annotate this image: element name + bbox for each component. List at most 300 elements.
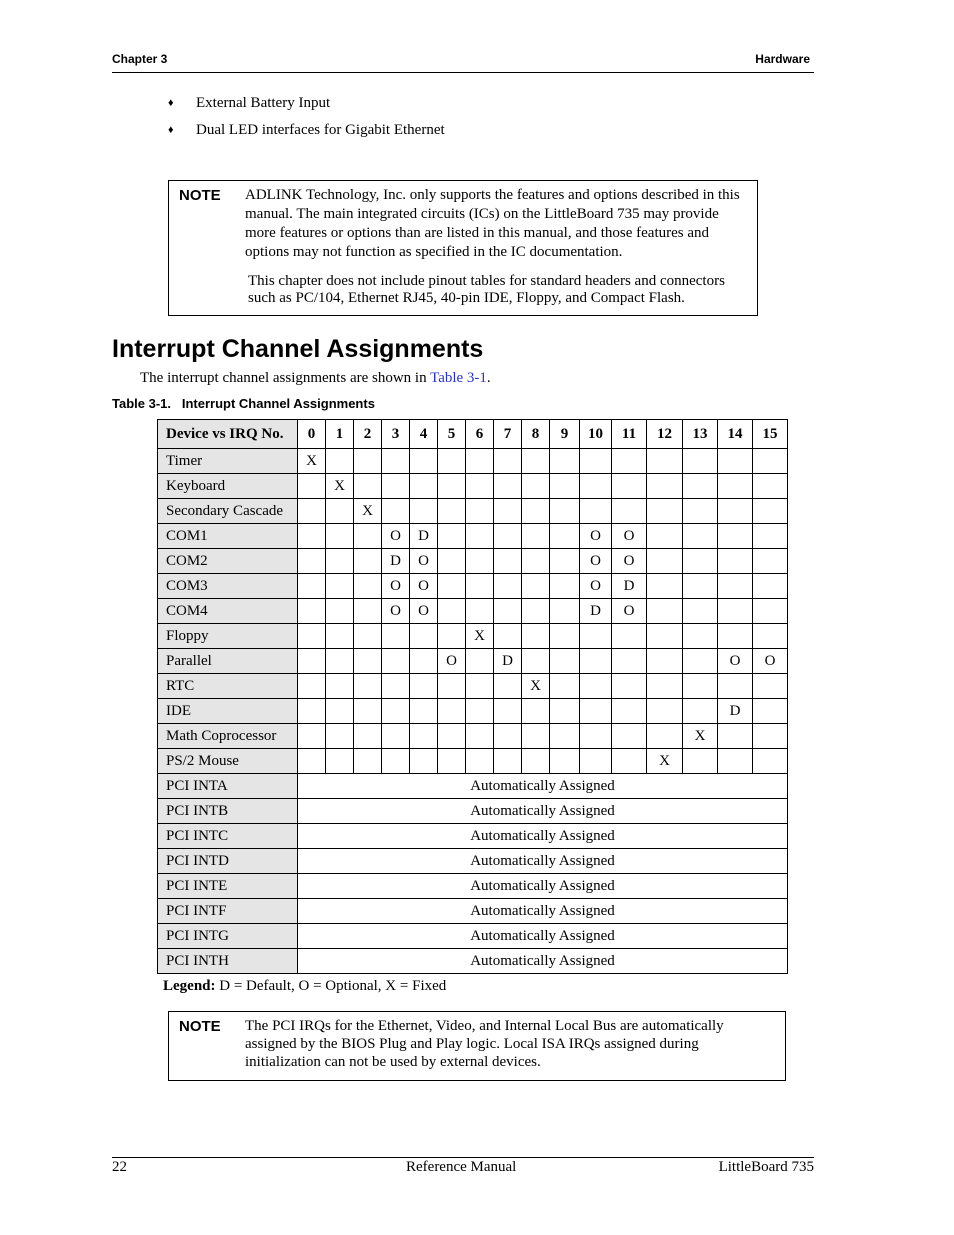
irq-cell [438,474,466,499]
irq-cell [522,449,550,474]
column-header: 11 [612,420,647,449]
irq-cell [683,574,718,599]
irq-cell: O [410,574,438,599]
header-section: Hardware [755,52,810,66]
legend [163,978,446,995]
irq-cell: X [522,674,550,699]
table-row [158,574,788,599]
irq-cell [580,674,612,699]
irq-cell [753,499,788,524]
column-header: 1 [326,420,354,449]
table-caption: Table 3-1. Interrupt Channel Assignments [112,396,375,411]
irq-cell [522,699,550,724]
irq-cell [683,624,718,649]
irq-cell [494,724,522,749]
irq-cell [580,624,612,649]
column-header: 13 [683,420,718,449]
irq-cell: O [382,524,410,549]
irq-cell [612,499,647,524]
irq-cell [550,624,580,649]
table-header-row [158,420,788,449]
irq-cell [466,549,494,574]
irq-cell [683,599,718,624]
footer-title: Reference Manual [406,1159,517,1175]
irq-cell: O [382,574,410,599]
table-row [158,649,788,674]
irq-cell [718,549,753,574]
intro-text-before: The interrupt channel assignments are shown in [140,370,431,386]
irq-cell [298,624,326,649]
irq-cell [382,749,410,774]
irq-cell [683,499,718,524]
irq-cell [683,699,718,724]
irq-cell [438,699,466,724]
table-row [158,524,788,549]
irq-cell [494,449,522,474]
irq-cell [382,724,410,749]
irq-cell [438,549,466,574]
note-paragraph: This chapter does not include pinout tables for standard headers and connectors such as PC/104, Ethernet RJ45, 40-pin IDE, Floppy, and Compact Flash. [248,273,725,306]
irq-cell [382,449,410,474]
irq-cell [718,724,753,749]
irq-table [157,419,788,974]
irq-cell [647,649,683,674]
table-row [158,724,788,749]
irq-cell: O [753,649,788,674]
note-box [168,180,758,316]
irq-cell [354,524,382,549]
auto-assigned-cell: Automatically Assigned [298,924,788,949]
column-header: 6 [466,420,494,449]
irq-cell [354,674,382,699]
irq-cell [647,599,683,624]
irq-cell [580,474,612,499]
irq-cell: X [466,624,494,649]
irq-cell: O [580,524,612,549]
footer-rule [112,1157,814,1158]
diamond-bullet-icon: ♦ [168,97,174,109]
device-name-cell: PCI INTE [158,874,298,899]
irq-cell [326,524,354,549]
column-header: 12 [647,420,683,449]
irq-cell [718,524,753,549]
irq-cell [612,699,647,724]
irq-cell [410,624,438,649]
irq-cell [753,624,788,649]
device-name-cell: Floppy [158,624,298,649]
irq-cell [354,724,382,749]
irq-cell [753,599,788,624]
device-name-cell: Secondary Cascade [158,499,298,524]
irq-cell: X [326,474,354,499]
irq-cell [382,624,410,649]
irq-cell [522,524,550,549]
irq-cell [382,499,410,524]
device-name-cell: Timer [158,449,298,474]
irq-cell [438,574,466,599]
table-row [158,749,788,774]
column-header: 2 [354,420,382,449]
column-header: 15 [753,420,788,449]
table-row [158,799,788,824]
irq-cell [753,574,788,599]
column-header: 9 [550,420,580,449]
irq-cell: O [382,599,410,624]
bullet-item [168,122,445,139]
irq-cell [580,699,612,724]
irq-cell [753,749,788,774]
irq-cell [753,524,788,549]
irq-cell [718,674,753,699]
irq-cell [753,674,788,699]
irq-cell [466,524,494,549]
auto-assigned-cell: Automatically Assigned [298,874,788,899]
intro-text-after: . [486,370,491,386]
irq-cell [382,474,410,499]
device-name-cell: Keyboard [158,474,298,499]
irq-cell [354,624,382,649]
irq-cell [753,699,788,724]
irq-cell [354,699,382,724]
irq-cell: D [382,549,410,574]
table-row [158,774,788,799]
bullet-text: Dual LED interfaces for Gigabit Ethernet [196,122,445,138]
table-row [158,624,788,649]
device-name-cell: PCI INTA [158,774,298,799]
device-name-cell: PCI INTC [158,824,298,849]
irq-cell [326,574,354,599]
auto-assigned-cell: Automatically Assigned [298,799,788,824]
device-name-cell: PCI INTF [158,899,298,924]
irq-cell [647,449,683,474]
irq-cell [647,499,683,524]
irq-cell [647,524,683,549]
irq-cell [522,649,550,674]
irq-cell [612,749,647,774]
column-header: 3 [382,420,410,449]
irq-cell [718,474,753,499]
irq-cell [438,524,466,549]
irq-cell [410,474,438,499]
irq-cell [580,749,612,774]
irq-cell [612,624,647,649]
irq-cell [438,624,466,649]
irq-cell [438,674,466,699]
irq-cell [718,624,753,649]
table-row [158,549,788,574]
irq-cell [466,599,494,624]
irq-cell [718,749,753,774]
device-name-cell: IDE [158,699,298,724]
irq-cell [612,474,647,499]
device-name-cell: PCI INTB [158,799,298,824]
irq-cell: D [612,574,647,599]
irq-cell [522,749,550,774]
irq-cell: X [354,499,382,524]
irq-cell [298,574,326,599]
irq-cell [647,724,683,749]
legend-label: Legend: [163,978,216,994]
irq-cell [466,724,494,749]
irq-cell [298,549,326,574]
device-name-cell: PS/2 Mouse [158,749,298,774]
table-row [158,474,788,499]
irq-cell [466,474,494,499]
column-header: 14 [718,420,753,449]
irq-cell [298,649,326,674]
diamond-bullet-icon: ♦ [168,124,174,136]
irq-cell: D [580,599,612,624]
irq-cell [466,574,494,599]
irq-cell [466,499,494,524]
irq-cell [647,624,683,649]
irq-cell [683,549,718,574]
column-header: 0 [298,420,326,449]
legend-text: D = Default, O = Optional, X = Fixed [215,978,447,994]
device-name-cell: Parallel [158,649,298,674]
irq-cell [410,749,438,774]
irq-cell: O [612,524,647,549]
irq-cell [683,524,718,549]
irq-cell [647,574,683,599]
irq-cell [647,549,683,574]
irq-cell [438,749,466,774]
column-header: 7 [494,420,522,449]
irq-cell [466,674,494,699]
irq-cell: D [410,524,438,549]
irq-cell: D [718,699,753,724]
irq-cell [326,649,354,674]
page-number: 22 [112,1159,127,1175]
device-name-cell: COM3 [158,574,298,599]
auto-assigned-cell: Automatically Assigned [298,949,788,974]
irq-cell [326,699,354,724]
irq-cell [550,524,580,549]
irq-cell [580,724,612,749]
irq-cell [580,649,612,674]
irq-cell [550,699,580,724]
irq-cell [354,574,382,599]
irq-cell [298,699,326,724]
irq-cell [494,699,522,724]
irq-cell [550,474,580,499]
header-rule [112,72,814,73]
column-header: Device vs IRQ No. [158,420,298,449]
irq-cell [494,624,522,649]
note-label: NOTE [179,1018,221,1035]
device-name-cell: Math Coprocessor [158,724,298,749]
table-row [158,699,788,724]
device-name-cell: COM2 [158,549,298,574]
irq-cell: O [612,549,647,574]
irq-cell [550,499,580,524]
irq-cell [494,549,522,574]
irq-cell [550,574,580,599]
irq-cell [494,599,522,624]
irq-cell [326,599,354,624]
irq-cell [354,474,382,499]
irq-cell [718,599,753,624]
irq-cell: X [683,724,718,749]
irq-cell [612,724,647,749]
irq-cell [354,649,382,674]
irq-cell [494,524,522,549]
irq-cell [647,674,683,699]
table-row [158,674,788,699]
irq-cell [494,674,522,699]
irq-cell [438,499,466,524]
irq-cell: O [580,574,612,599]
irq-cell [522,599,550,624]
irq-cell [612,449,647,474]
irq-cell [550,649,580,674]
irq-cell [410,699,438,724]
irq-cell [298,499,326,524]
auto-assigned-cell: Automatically Assigned [298,899,788,924]
irq-cell [410,674,438,699]
irq-cell [326,499,354,524]
irq-cell [550,449,580,474]
table-link[interactable]: Table 3-1 [430,370,487,386]
irq-cell [647,699,683,724]
irq-cell [466,699,494,724]
section-title: Interrupt Channel Assignments [112,335,484,363]
irq-cell [438,599,466,624]
irq-cell [298,749,326,774]
irq-cell [753,549,788,574]
irq-cell [326,749,354,774]
irq-cell [522,724,550,749]
auto-assigned-cell: Automatically Assigned [298,849,788,874]
irq-cell: X [298,449,326,474]
irq-cell [683,449,718,474]
irq-cell [466,649,494,674]
irq-cell [410,449,438,474]
irq-cell [326,549,354,574]
intro-text [140,370,491,387]
device-name-cell: COM1 [158,524,298,549]
device-name-cell: PCI INTD [158,849,298,874]
irq-cell [438,449,466,474]
irq-cell [382,649,410,674]
table-row [158,449,788,474]
note-paragraph: The PCI IRQs for the Ethernet, Video, and Internal Local Bus are automatically assigned by the BIOS Plug and Play logic. Local ISA IRQs assigned during initialization can not be used by external devices. [245,1018,724,1070]
device-name-cell: PCI INTH [158,949,298,974]
irq-cell [612,674,647,699]
irq-cell [612,649,647,674]
device-name-cell: PCI INTG [158,924,298,949]
irq-cell [683,649,718,674]
auto-assigned-cell: Automatically Assigned [298,774,788,799]
irq-cell: O [410,549,438,574]
irq-cell [438,724,466,749]
irq-cell [522,624,550,649]
irq-cell [718,574,753,599]
irq-cell [298,724,326,749]
table-row [158,499,788,524]
irq-cell [298,474,326,499]
irq-cell: O [438,649,466,674]
column-header: 5 [438,420,466,449]
irq-cell [326,724,354,749]
irq-cell [382,674,410,699]
irq-cell [494,749,522,774]
table-row [158,599,788,624]
irq-cell [354,599,382,624]
irq-cell [354,449,382,474]
irq-cell [410,724,438,749]
table-row [158,849,788,874]
irq-cell [354,749,382,774]
note-paragraph: ADLINK Technology, Inc. only supports the features and options described in this manual. The main integrated circuits (ICs) on the LittleBoard 735 may provide more features or options than are listed in this manual, and those features and options may not function as specified in the IC documentation. [245,187,740,260]
irq-cell: O [410,599,438,624]
table-row [158,899,788,924]
irq-cell [410,649,438,674]
irq-cell [522,499,550,524]
table-row [158,949,788,974]
irq-cell [466,749,494,774]
irq-cell [522,474,550,499]
bullet-text: External Battery Input [196,95,331,111]
irq-cell [683,474,718,499]
irq-cell [494,474,522,499]
irq-cell [298,599,326,624]
irq-cell: O [580,549,612,574]
footer-product: LittleBoard 735 [718,1159,814,1175]
irq-cell: O [718,649,753,674]
note-label: NOTE [179,187,221,204]
irq-cell [647,474,683,499]
auto-assigned-cell: Automatically Assigned [298,824,788,849]
irq-cell [494,574,522,599]
irq-cell [522,574,550,599]
table-row [158,824,788,849]
column-header: 10 [580,420,612,449]
irq-cell [382,699,410,724]
irq-cell [753,724,788,749]
irq-cell [550,724,580,749]
irq-cell [550,674,580,699]
header-chapter: Chapter 3 [112,52,168,66]
irq-cell [354,549,382,574]
note-box [168,1011,786,1081]
irq-cell [683,749,718,774]
irq-cell: X [647,749,683,774]
device-name-cell: COM4 [158,599,298,624]
irq-cell [753,474,788,499]
irq-cell [326,624,354,649]
irq-cell [580,449,612,474]
irq-cell [718,499,753,524]
irq-cell [298,674,326,699]
irq-cell [580,499,612,524]
column-header: 4 [410,420,438,449]
irq-cell: O [612,599,647,624]
bullet-item [168,95,330,112]
irq-cell [522,549,550,574]
irq-cell [410,499,438,524]
irq-cell: D [494,649,522,674]
irq-cell [326,449,354,474]
irq-cell [494,499,522,524]
irq-cell [550,549,580,574]
table-row [158,874,788,899]
irq-cell [683,674,718,699]
irq-cell [326,674,354,699]
irq-cell [753,449,788,474]
table-row [158,924,788,949]
irq-cell [550,749,580,774]
